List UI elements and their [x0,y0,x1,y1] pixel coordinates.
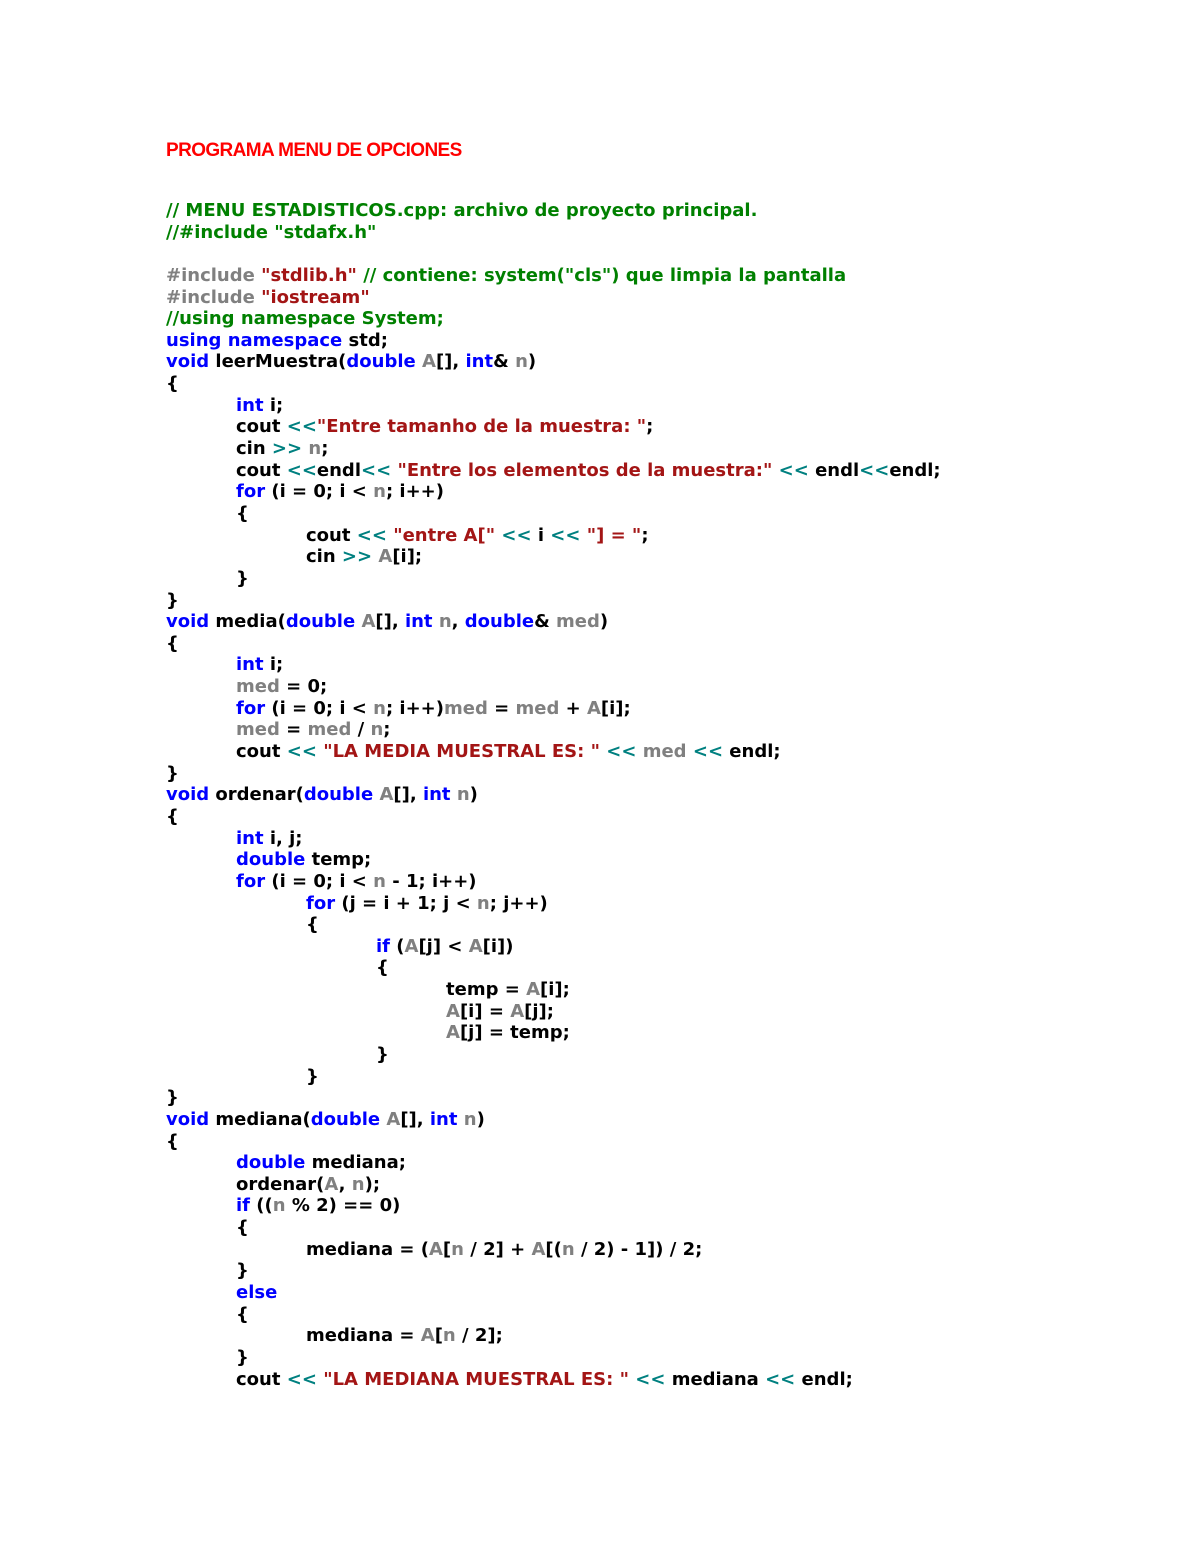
code-token-plain: [( [545,1238,562,1260]
code-token-plain: } [236,1260,249,1282]
code-line [166,416,941,438]
code-line [166,373,941,395]
code-token-param: n [438,611,452,633]
code-token-keyword: namespace [227,329,343,351]
code-token-keyword: void [166,1108,210,1130]
code-token-plain: [j] = temp; [459,1022,570,1044]
code-token-plain: [j] < [418,935,469,957]
code-token-plain: mediana = [306,1325,421,1347]
code-token-plain: { [236,1217,249,1239]
code-line [166,1347,941,1369]
code-token-plain: std; [342,329,388,351]
code-token-param: A [446,1000,460,1022]
code-line [166,676,941,698]
code-token-plain: leerMuestra( [209,351,347,373]
code-token-plain: { [166,373,179,395]
code-token-string: "LA MEDIA MUESTRAL ES: " [323,741,600,763]
code-token-plain: - 1; i++) [385,870,477,892]
code-line [166,1131,941,1153]
code-token-plain: , [338,1173,352,1195]
code-token-keyword: int [404,611,433,633]
code-token-keyword: double [310,1108,381,1130]
code-token-plain: endl; [723,741,781,763]
code-line [166,222,941,244]
code-token-operator: >> [341,546,373,568]
code-token-param: A [420,1325,435,1347]
code-token-plain: ; [646,416,654,438]
code-line [166,395,941,417]
code-token-plain: { [166,1130,179,1152]
code-token-param: med [444,697,488,719]
code-line [166,546,941,568]
code-token-keyword: if [376,935,391,957]
code-token-plain: ) [599,611,609,633]
code-line [166,243,941,265]
code-token-plain: ) [469,784,478,806]
code-token-param: A [510,1000,525,1022]
code-token-param: med [236,676,280,698]
code-token-keyword: for [306,892,336,914]
code-token-plain: [i]) [482,935,514,957]
code-token-plain: { [236,502,249,524]
code-line [166,265,941,287]
code-line [166,1044,941,1066]
code-token-string: "Entre tamanho de la muestra: " [316,416,647,438]
code-line [166,1152,941,1174]
code-token-plain: i; [263,394,284,416]
code-token-operator: << [356,524,387,546]
code-token-plain: } [306,1065,319,1087]
code-token-plain: cout [306,524,357,546]
code-token-plain: cout [236,459,287,481]
code-token-param: med [307,719,352,741]
code-token-param: A [379,784,394,806]
code-line [166,1001,941,1023]
code-line [166,1066,941,1088]
code-token-plain: cin [236,438,272,460]
code-token-plain: [], [393,784,423,806]
document-title: PROGRAMA MENU DE OPCIONES [166,140,462,161]
code-token-operator: << [635,1368,666,1390]
code-token-operator: << [765,1368,796,1390]
code-token-plain: mediana( [209,1108,311,1130]
code-token-operator: << [360,459,392,481]
code-token-keyword: double [346,351,416,373]
code-token-keyword: for [236,481,266,503]
code-token-plain: endl [316,459,361,481]
code-token-plain: endl [808,459,860,481]
code-token-plain: (i = 0; i < [265,481,374,503]
code-token-param: n [351,1173,365,1195]
code-line [166,1217,941,1239]
code-token-plain: ; [321,438,329,460]
code-token-plain: + [559,697,587,719]
code-token-keyword: double [303,784,374,806]
code-line [166,871,941,893]
code-token-keyword: int [429,1108,458,1130]
code-line [166,719,941,741]
code-token-param: med [515,697,560,719]
code-token-plain: i [531,524,551,546]
code-token-keyword: double [285,611,356,633]
code-token-preprocessor: #include [166,286,262,308]
code-token-operator: << [606,741,637,763]
code-token-plain: ) [527,351,537,373]
code-token-keyword: int [236,394,264,416]
code-token-keyword: if [236,1195,251,1217]
code-token-keyword: else [236,1282,278,1304]
code-token-param: med [556,611,600,633]
code-token-plain: } [236,1346,249,1368]
code-token-param: n [272,1195,286,1217]
code-line [166,525,941,547]
code-token-plain: ordenar( [236,1173,325,1195]
code-token-plain: media( [209,611,286,633]
code-line [166,460,941,482]
code-token-plain: { [236,1303,249,1325]
code-line [166,741,941,763]
code-token-param: n [463,1108,477,1130]
code-token-param: n [370,719,384,741]
code-token-keyword: for [236,697,266,719]
code-token-string: "] = " [586,524,642,546]
code-token-operator: >> [271,438,303,460]
code-token-plain: cout [236,416,287,438]
code-token-plain: } [376,1043,389,1065]
code-token-plain: ( [390,935,405,957]
code-token-param: n [451,1238,464,1260]
code-token-operator: << [778,459,809,481]
code-listing [166,200,941,1390]
code-token-string: "Entre los elementos de la muestra:" [397,459,773,481]
code-line [166,1282,941,1304]
code-token-plain: / 2] + [463,1238,532,1260]
code-token-plain: (i = 0; i < [265,697,374,719]
code-token-plain: ; i++) [385,697,444,719]
code-token-plain: temp; [305,849,372,871]
code-line [166,330,941,352]
code-line [166,503,941,525]
code-token-plain: = 0; [279,676,328,698]
code-token-plain: ordenar( [209,784,304,806]
code-line [166,308,941,330]
code-token-plain: [j]; [524,1000,554,1022]
code-token-param: A [386,1108,401,1130]
code-token-plain: cout [236,1368,287,1390]
code-line [166,1174,941,1196]
code-token-param: n [442,1325,456,1347]
code-token-plain: i; [263,654,284,676]
code-token-plain: i, j; [263,827,303,849]
code-token-plain: } [166,762,179,784]
code-token-keyword: for [236,870,266,892]
code-token-keyword: void [166,611,210,633]
code-token-keyword: double [236,1152,306,1174]
code-token-param: n [373,870,386,892]
code-token-plain: ); [364,1173,381,1195]
code-token-keyword: void [166,784,210,806]
code-line [166,654,941,676]
code-line [166,698,941,720]
code-line [166,438,941,460]
code-token-plain: [i]; [600,697,631,719]
code-token-string: "entre A[" [393,524,496,546]
code-token-plain: temp = [446,979,527,1001]
code-token-operator: << [286,416,317,438]
code-token-keyword: int [236,827,264,849]
code-token-plain: [], [375,611,405,633]
code-token-plain: / 2) - 1]) / 2; [574,1238,703,1260]
code-token-comment: //#include "stdafx.h" [166,221,377,243]
code-token-plain: ; j++) [489,892,548,914]
code-token-operator: << [550,524,581,546]
code-token-param: A [361,611,376,633]
code-token-keyword: void [166,351,210,373]
code-line [166,893,941,915]
code-token-plain: (j = i + 1; j < [335,892,477,914]
code-token-param: A [526,979,541,1001]
code-token-comment: // contiene: system("cls") que limpia la pantalla [356,264,847,286]
code-token-operator: << [286,459,317,481]
code-line [166,957,941,979]
code-token-param: med [642,741,687,763]
code-token-plain: / 2]; [455,1325,503,1347]
code-token-comment: // MENU ESTADISTICOS.cpp: archivo de proyecto principal. [166,200,758,221]
code-line [166,287,941,309]
code-line [166,590,941,612]
code-token-param: A [446,1022,460,1044]
code-line [166,1369,941,1391]
code-token-string: "LA MEDIANA MUESTRAL ES: " [323,1368,629,1390]
code-token-param: med [236,719,280,741]
code-token-plain: % 2) == 0) [285,1195,401,1217]
code-line [166,1087,941,1109]
code-token-plain: ; i++) [385,481,444,503]
code-token-param: n [561,1238,575,1260]
code-token-operator: << [286,741,317,763]
code-token-plain: { [376,957,389,979]
code-token-param: n [308,438,322,460]
code-token-plain: cout [236,741,287,763]
code-token-plain: { [166,805,179,827]
code-token-string: "stdlib.h" [261,264,357,286]
code-token-plain: endl; [795,1368,853,1390]
code-token-param: n [373,697,386,719]
code-line [166,200,941,222]
code-line [166,936,941,958]
code-token-plain: [], [435,351,466,373]
code-token-plain: cin [306,546,342,568]
code-line [166,633,941,655]
code-token-plain: [], [400,1108,430,1130]
code-line [166,481,941,503]
code-token-param: n [373,481,386,503]
code-token-string: "iostream" [261,286,370,308]
code-token-plain: endl; [889,459,941,481]
code-token-param: A [404,935,419,957]
code-token-param: A [378,546,393,568]
code-token-plain: { [306,914,319,936]
code-line [166,1109,941,1131]
code-token-plain: { [166,632,179,654]
code-line [166,1260,941,1282]
code-token-param: A [422,351,436,373]
code-token-plain: ; [641,524,649,546]
code-token-plain: mediana [665,1368,766,1390]
code-line [166,568,941,590]
code-line [166,1195,941,1217]
code-token-param: A [324,1173,339,1195]
code-line [166,828,941,850]
code-line [166,1304,941,1326]
code-token-plain: } [166,589,179,611]
code-token-keyword: double [236,849,306,871]
code-token-keyword: int [465,351,494,373]
code-line [166,351,941,373]
code-token-param: A [428,1238,443,1260]
code-token-plain: [i] = [459,1000,511,1022]
code-line [166,1022,941,1044]
code-token-operator: << [501,524,532,546]
code-token-keyword: int [236,654,264,676]
code-line [166,784,941,806]
code-token-keyword: using [166,329,222,351]
code-token-plain: ) [476,1108,485,1130]
code-token-plain: & [534,611,557,633]
code-token-plain: ; [383,719,391,741]
code-token-plain: & [493,351,516,373]
code-token-preprocessor: #include [166,264,262,286]
code-line [166,763,941,785]
code-line [166,611,941,633]
code-token-param: A [586,697,601,719]
code-line [166,914,941,936]
code-line [166,806,941,828]
code-token-param: A [468,935,483,957]
code-line [166,1239,941,1261]
code-token-plain: mediana; [305,1152,406,1174]
code-token-operator: << [286,1368,317,1390]
code-token-plain: [i]; [540,979,570,1001]
code-token-param: n [456,784,470,806]
code-token-comment: //using namespace System; [166,308,444,330]
code-token-plain: / [351,719,371,741]
code-token-plain: [ [434,1325,443,1347]
code-token-param: n [476,892,490,914]
code-token-plain: [ [442,1238,452,1260]
code-token-param: A [531,1238,546,1260]
code-token-plain: = [487,697,516,719]
code-token-plain: [i]; [392,546,423,568]
code-token-keyword: double [464,611,535,633]
code-token-plain: , [451,611,465,633]
code-token-plain: } [236,567,249,589]
code-token-keyword: int [422,784,451,806]
code-token-plain: } [166,1087,179,1109]
code-token-plain: (( [250,1195,273,1217]
code-token-param: n [515,351,528,373]
code-token-operator: << [692,741,724,763]
code-line [166,1325,941,1347]
code-token-plain: = [279,719,308,741]
code-token-plain: mediana = ( [306,1238,429,1260]
code-line [166,849,941,871]
code-token-plain: (i = 0; i < [265,870,374,892]
code-line [166,979,941,1001]
code-token-operator: << [859,459,890,481]
